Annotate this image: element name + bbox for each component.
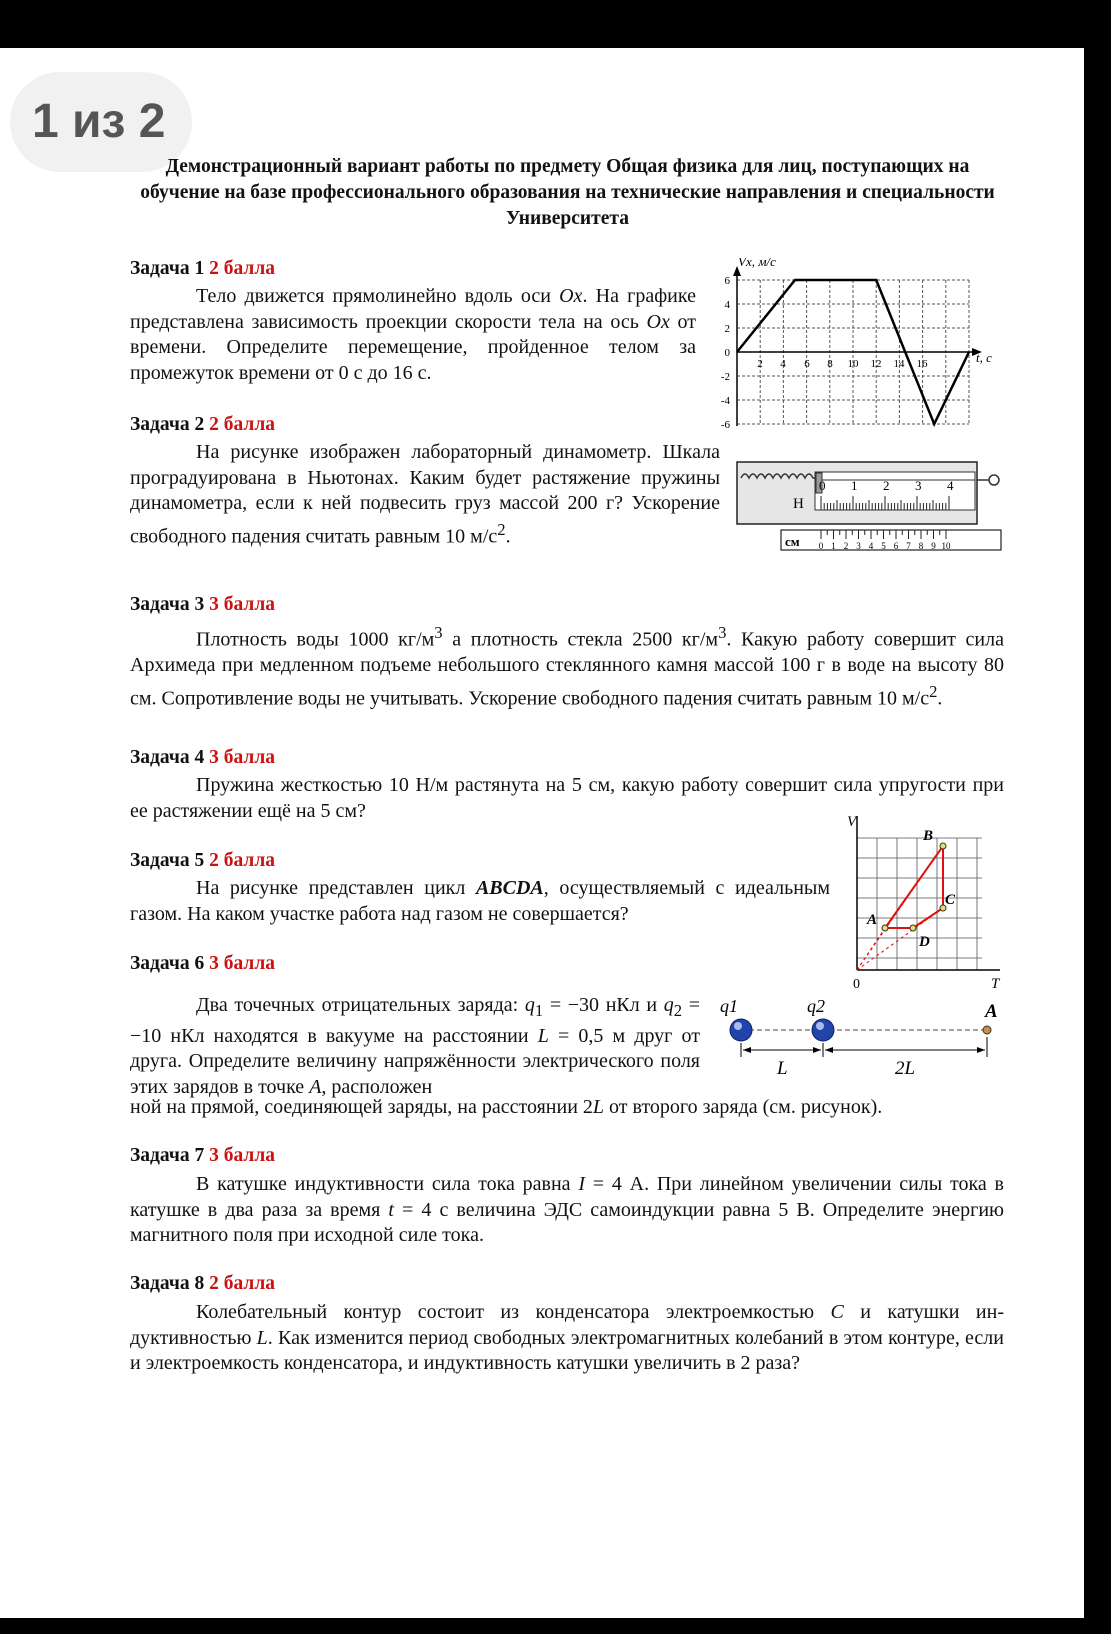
task-7-points: 3 балла <box>209 1145 276 1166</box>
task-8-label: Задача 8 <box>130 1273 205 1294</box>
cm-tick-10: 10 <box>941 541 951 551</box>
label-b: B <box>923 828 934 844</box>
ruler <box>781 530 1001 550</box>
charge-q2-highlight <box>816 1022 824 1030</box>
cm-tick-3: 3 <box>856 541 861 551</box>
y-tick-neg4: -4 <box>720 395 730 407</box>
unit-newton: Н <box>793 496 804 512</box>
task-3-label: Задача 3 <box>130 594 205 615</box>
x-tick-2: 2 <box>757 358 763 370</box>
task-2-label: Задача 2 <box>130 414 205 435</box>
q2-label: q2 <box>807 996 825 1016</box>
task-3-points: 3 балла <box>209 594 276 615</box>
x-tick-16: 16 <box>916 358 928 370</box>
task-6-text: Два точечных отрицательных заряда: $q_1 = -30$ нКл и $q_2 = -10$ нКл находятся в вакууме на расстоянии L = 0,5 м друг от друга. Определите величину напряжённости электрического поля этих зарядов в точке A, расположен <box>130 994 700 1098</box>
x-tick-6: 6 <box>804 358 810 370</box>
origin-label: 0 <box>853 977 860 992</box>
cm-tick-5: 5 <box>881 541 886 551</box>
task-4-heading <box>130 747 275 769</box>
right-edge <box>1084 48 1111 1618</box>
dim-2l-arrow-right <box>977 1047 985 1053</box>
point-d <box>910 925 916 931</box>
y-tick-2: 2 <box>724 323 730 335</box>
task-7-label: Задача 7 <box>130 1145 205 1166</box>
task-3-text: Плотность воды 1000 $кг/м^3$ а плотность стекла 2500 $кг/м^3$. Какую работу совершит сила Архимеда при медленном подъеме небольшого стеклянного камня массой 100 г в воде на высоту 80 см. Сопротивление воды не учитывать. Ускорение свободного падения считать равным 10 $м/с^2$. <box>130 623 1004 710</box>
y-tick-6: 6 <box>724 275 730 287</box>
task-4-label: Задача 4 <box>130 747 205 768</box>
label-d: D <box>919 934 930 950</box>
task-6-label: Задача 6 <box>130 953 205 974</box>
cm-tick-9: 9 <box>931 541 936 551</box>
task-8-heading <box>130 1273 275 1295</box>
n-tick-0: 0 <box>819 478 826 493</box>
label-c: C <box>945 892 956 908</box>
charge-q2 <box>812 1019 834 1041</box>
task-5-points: 2 балла <box>209 850 276 871</box>
task-5-label: Задача 5 <box>130 850 205 871</box>
task-5-heading <box>130 850 275 872</box>
task-7-heading <box>130 1145 275 1167</box>
cm-tick-0: 0 <box>818 541 824 551</box>
dim-l-arrow-left <box>743 1047 751 1053</box>
task-5-text: На рисунке представлен цикл ABCDA, осуществляемый с идеальным газом. На каком участке работа над газом не совершается? <box>130 877 830 925</box>
label-a: A <box>867 912 878 928</box>
velocity-graph <box>700 258 1000 438</box>
task-6-text-cont: ной на прямой, соединяющей заряды, на расстоянии 2L от второго заряда (см. рисунок). <box>130 1096 883 1118</box>
unit-cm: см <box>785 534 800 549</box>
cm-tick-8: 8 <box>918 541 924 551</box>
x-tick-10: 10 <box>847 358 859 370</box>
n-tick-2: 2 <box>883 478 890 493</box>
dim-l-label: L <box>777 1058 788 1079</box>
point-b <box>940 843 946 849</box>
cycle-diagram <box>835 808 1010 993</box>
task-4-text: Пружина жесткостью 10 Н/м растянута на 5 см, какую работу совершит сила упругости при ее растяжении ещё на 5 см? <box>130 774 1004 822</box>
task-1-heading <box>130 258 275 280</box>
cm-tick-1: 1 <box>831 541 836 551</box>
bottom-bar <box>0 1618 1111 1634</box>
dim-2l-label: 2L <box>895 1058 916 1079</box>
x-tick-8: 8 <box>827 358 833 370</box>
a-label: A <box>985 1001 998 1022</box>
task-1-label: Задача 1 <box>130 258 205 279</box>
y-tick-neg6: -6 <box>720 419 730 431</box>
hook-ring <box>989 475 999 485</box>
cm-tick-4: 4 <box>868 541 874 551</box>
x-tick-14: 14 <box>893 358 905 370</box>
cm-tick-2: 2 <box>843 541 849 551</box>
task-3-heading <box>130 594 275 616</box>
velocity-y-label: Vx, м/с <box>738 258 776 269</box>
document-title: Демонстрационный вариант работы по предмету Общая физика для лиц, поступающих на обучение на базе профессионального образования на технические направления и специальности Университета <box>140 156 995 229</box>
task-4-points: 3 балла <box>209 747 276 768</box>
cm-tick-7: 7 <box>906 541 911 551</box>
t-axis-label: T <box>991 976 1000 992</box>
velocity-x-label: t, с <box>976 350 992 365</box>
point-a <box>882 925 888 931</box>
task-6-heading <box>130 953 275 975</box>
task-1-points: 2 балла <box>209 258 276 279</box>
n-tick-4: 4 <box>947 478 954 493</box>
task-2-points: 2 балла <box>209 414 276 435</box>
cycle-grid <box>857 838 982 970</box>
n-tick-3: 3 <box>915 478 922 493</box>
n-tick-1: 1 <box>851 478 858 493</box>
top-bar <box>0 0 1111 48</box>
x-tick-4: 4 <box>780 358 786 370</box>
y-tick-4: 4 <box>724 299 730 311</box>
v-axis-label: V <box>847 814 857 830</box>
task-2-text: На рисунке изображен лабораторный динамометр. Шкала проградуирована в Ньютонах. Каким будет растяжение пружины динамометра, если к ней подвесить груз массой 200 г? Ускорение свободного падения считать равным 10 $м/с^2$. <box>130 441 720 548</box>
x-tick-12: 12 <box>870 358 882 370</box>
task-6-points: 3 балла <box>209 953 276 974</box>
point-a-dot <box>983 1026 991 1034</box>
task-8-text: Колебательный контур состоит из конденсатора электроемкостью C и катушки индуктивностью L. Как изменится период свободных электромагнитных колебаний в этом контуре, если и электроемкость конденсатора, и индуктивность катушки увеличить в 2 раза? <box>130 1301 1004 1374</box>
y-tick-0: 0 <box>724 347 730 359</box>
y-tick-neg2: -2 <box>720 371 730 383</box>
charge-q1-highlight <box>734 1022 742 1030</box>
task-8-points: 2 балла <box>209 1273 276 1294</box>
task-2-heading <box>130 414 275 436</box>
dynamometer-figure <box>735 460 1005 555</box>
charges-figure <box>715 995 1015 1080</box>
cm-tick-6: 6 <box>893 541 899 551</box>
dim-2l-arrow-left <box>825 1047 833 1053</box>
page-indicator-text: 1 из 2 <box>32 95 166 148</box>
task-1-text: Тело движется прямолинейно вдоль оси Ox. На графике представлена зависимость проекции скорости тела на ось Ox от времени. Определите перемещение, пройденное телом за промежуток времени от 0 с до 16 с. <box>130 285 697 384</box>
task-7-text: В катушке индуктивности сила тока равна I = 4 А. При линейном увеличении силы тока в катушке в два раза за время t = 4 с величина ЭДС самоиндукции равна 5 В. Определите энергию магнитного поля при исходной силе тока. <box>130 1173 1005 1246</box>
dim-l-arrow-right <box>813 1047 821 1053</box>
charge-q1 <box>730 1019 752 1041</box>
q1-label: q1 <box>720 996 738 1016</box>
